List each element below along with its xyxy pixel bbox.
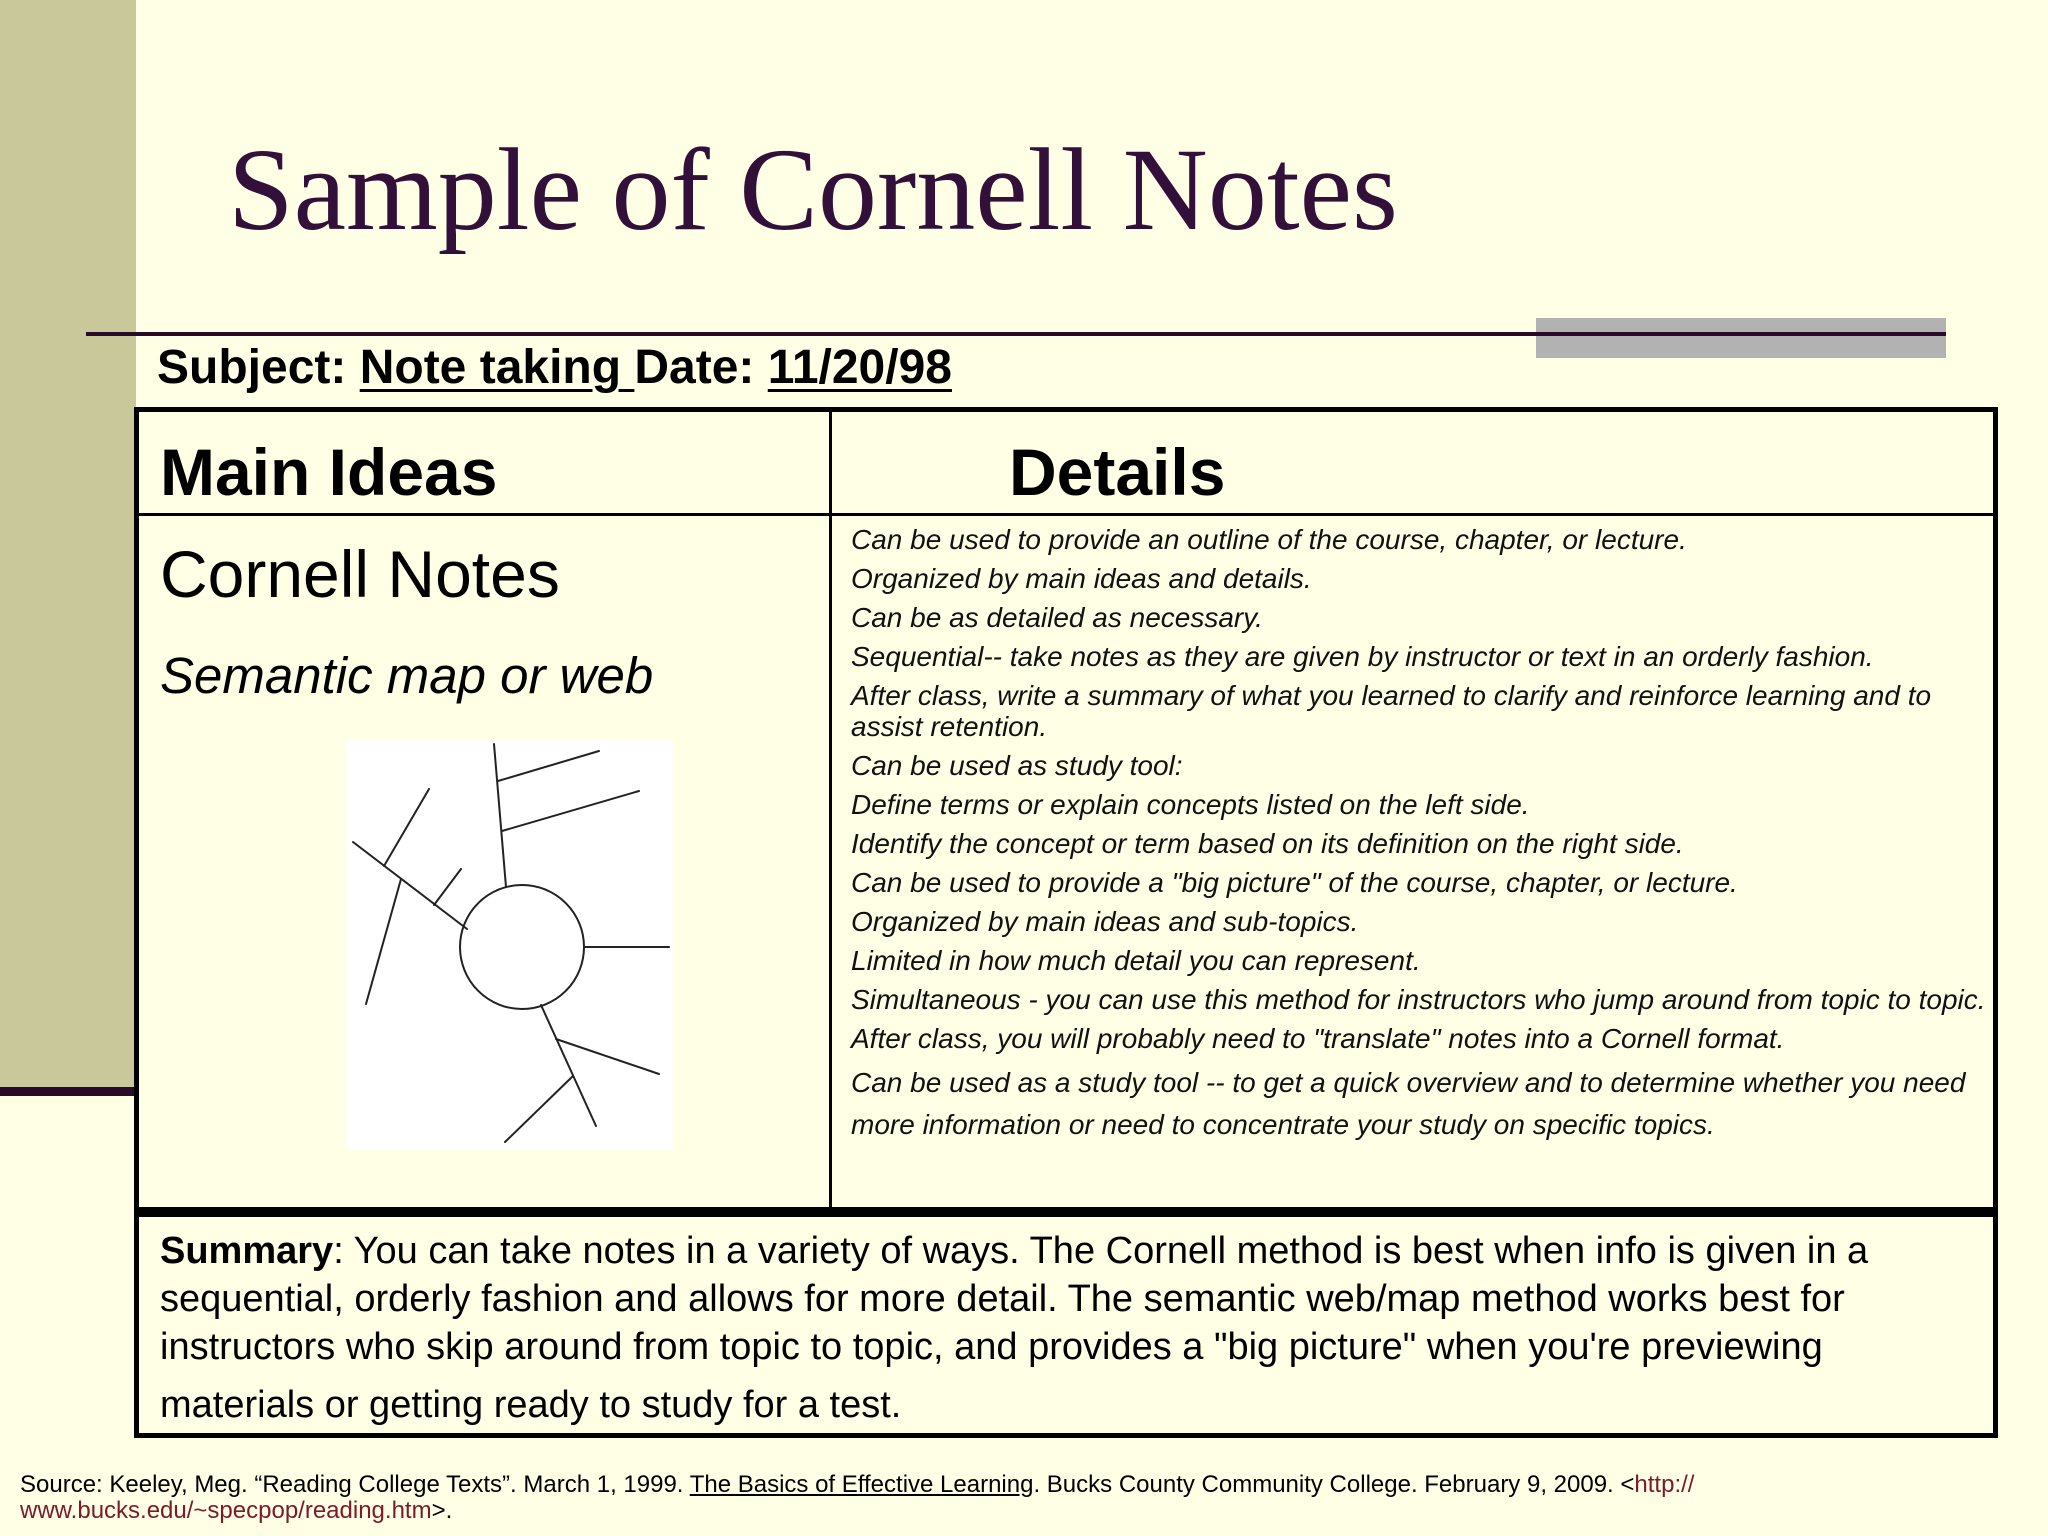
date-value: 11/20/98: [767, 341, 952, 394]
detail-item: Limited in how much detail you can represent.: [851, 945, 1421, 976]
detail-item: Can be used as a study tool -- to get a quick overview and to determine whether you need more information or need to concentrate your study on specific topics.: [851, 1067, 1966, 1140]
summary-last-line: materials or getting ready to study for a test.: [160, 1384, 902, 1426]
grey-accent-block: [1536, 318, 1946, 358]
source-url-link[interactable]: http:// www.bucks.edu/~specpop/reading.htm: [20, 1471, 1695, 1524]
date-label: Date:: [634, 341, 755, 394]
left-side-bar: [0, 0, 136, 1087]
details-heading: Details: [1009, 435, 1226, 509]
source-book-title: The Basics of Effective Learning: [689, 1471, 1034, 1498]
detail-item: Can be used to provide a "big picture" of the course, chapter, or lecture.: [851, 867, 1738, 898]
detail-item: Define terms or explain concepts listed on the left side.: [851, 789, 1530, 820]
source-suffix: >.: [431, 1497, 453, 1524]
slide-title: Sample of Cornell Notes: [228, 124, 1398, 255]
source-prefix: Source: Keeley, Meg. “Reading College Texts”. March 1, 1999.: [20, 1471, 690, 1498]
source-middle: . Bucks County Community College. February 9, 2009. <: [1033, 1471, 1635, 1498]
subject-value: Note taking: [359, 341, 635, 394]
summary-text: [160, 1227, 1980, 1429]
subject-line: [157, 338, 952, 398]
summary-box: [134, 1212, 1998, 1438]
main-idea-semantic-map: Semantic map or web: [160, 647, 654, 704]
detail-item: After class, you will probably need to "translate" notes into a Cornell format.: [851, 1023, 1785, 1054]
details-list: [851, 524, 1991, 1146]
detail-item: Sequential-- take notes as they are given by instructor or text in an orderly fashion.: [851, 641, 1874, 672]
detail-item: After class, write a summary of what you learned to clarify and reinforce learning and to assist retention.: [851, 680, 1932, 742]
detail-item: Simultaneous - you can use this method for instructors who jump around from topic to topic.: [851, 984, 1986, 1015]
source-citation: [20, 1472, 1920, 1524]
detail-item: Organized by main ideas and details.: [851, 563, 1312, 594]
detail-item: Can be used as study tool:: [851, 750, 1183, 781]
semantic-web-diagram-image: [346, 739, 673, 1149]
cornell-notes-table: [134, 407, 1998, 1212]
detail-item: Can be as detailed as necessary.: [851, 602, 1263, 633]
detail-item: Can be used to provide an outline of the course, chapter, or lecture.: [851, 524, 1687, 555]
column-divider: [829, 412, 832, 1212]
accent-rule: [1536, 332, 1946, 336]
header-row-divider: [139, 513, 1993, 516]
main-idea-cornell-notes: Cornell Notes: [160, 537, 560, 611]
detail-item: Organized by main ideas and sub-topics.: [851, 906, 1359, 937]
main-ideas-heading: Main Ideas: [160, 435, 498, 509]
summary-body: : You can take notes in a variety of ways. The Cornell method is best when info is given in a sequential, orderly fashion and allows for more detail. The semantic web/map method works best for instructors who skip around from topic to topic, and provides a "big picture" when you're previewing: [160, 1230, 1869, 1368]
detail-item: Identify the concept or term based on its definition on the right side.: [851, 828, 1684, 859]
summary-label: Summary: [160, 1230, 334, 1272]
left-bar-underline: [0, 1087, 136, 1096]
semantic-web-diagram-svg: [346, 739, 673, 1149]
subject-label: Subject:: [157, 341, 347, 394]
